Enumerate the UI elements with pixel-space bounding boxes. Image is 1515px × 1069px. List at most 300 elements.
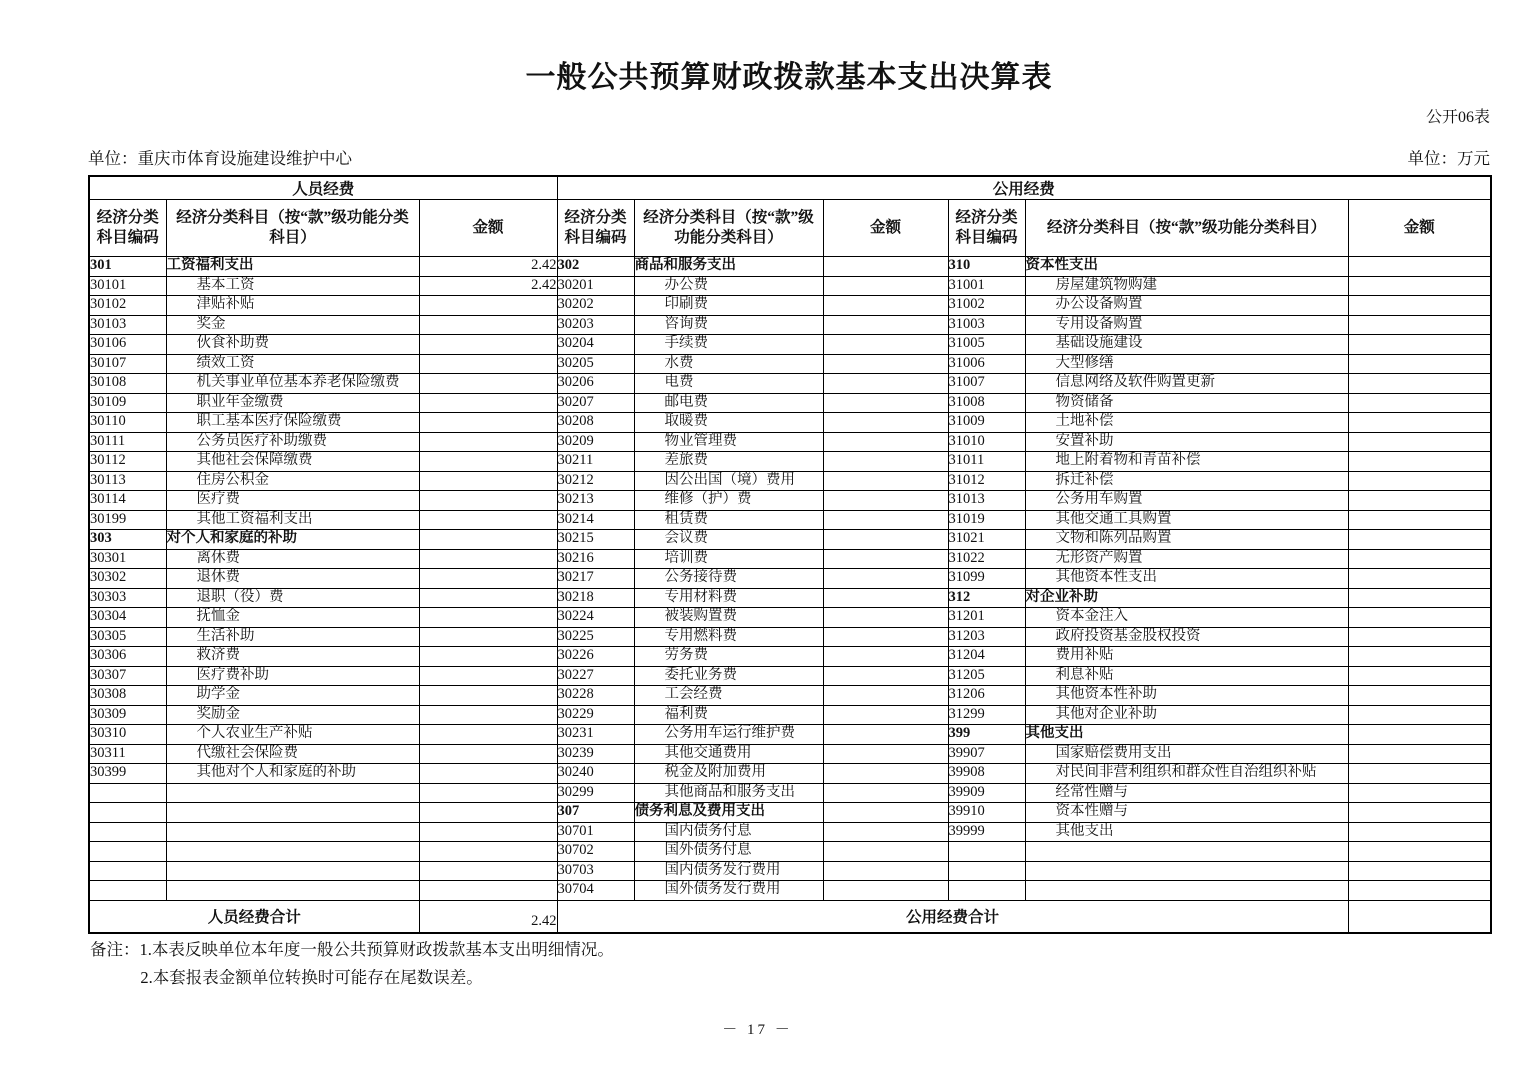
code-cell: 31201 <box>948 608 1025 628</box>
name-cell: 其他对企业补助 <box>1025 705 1348 725</box>
name-cell: 安置补助 <box>1025 432 1348 452</box>
amount-cell <box>823 257 948 277</box>
name-cell: 商品和服务支出 <box>634 257 823 277</box>
table-row <box>89 842 1491 862</box>
code-cell: 312 <box>948 588 1025 608</box>
code-cell: 31012 <box>948 471 1025 491</box>
name-cell: 因公出国（境）费用 <box>634 471 823 491</box>
name-cell: 其他交通费用 <box>634 744 823 764</box>
name-cell: 医疗费补助 <box>166 666 419 686</box>
code-cell: 30299 <box>557 783 634 803</box>
name-cell: 无形资产购置 <box>1025 549 1348 569</box>
table-row <box>89 393 1491 413</box>
amount-cell <box>823 335 948 355</box>
name-cell: 文物和陈列品购置 <box>1025 530 1348 550</box>
col-header-name-3: 经济分类科目（按“款”级功能分类科目） <box>1025 200 1348 257</box>
table-row <box>89 881 1491 901</box>
name-cell: 资本性赠与 <box>1025 803 1348 823</box>
amount-cell <box>1348 335 1491 355</box>
unit-name: 单位：重庆市体育设施建设维护中心 <box>88 149 352 168</box>
code-cell: 31022 <box>948 549 1025 569</box>
name-cell: 地上附着物和青苗补偿 <box>1025 452 1348 472</box>
name-cell: 绩效工资 <box>166 354 419 374</box>
name-cell: 其他支出 <box>1025 725 1348 745</box>
amount-cell <box>1348 354 1491 374</box>
amount-cell: 2.42 <box>419 276 557 296</box>
amount-cell <box>419 549 557 569</box>
public-total-amount <box>1348 900 1491 933</box>
name-cell: 租赁费 <box>634 510 823 530</box>
amount-cell <box>1348 452 1491 472</box>
name-cell: 培训费 <box>634 549 823 569</box>
table-row <box>89 471 1491 491</box>
amount-cell <box>419 491 557 511</box>
table-row <box>89 666 1491 686</box>
amount-cell <box>1348 588 1491 608</box>
code-cell: 31010 <box>948 432 1025 452</box>
code-cell: 30208 <box>557 413 634 433</box>
personnel-total-amount: 2.42 <box>419 900 557 933</box>
amount-cell <box>419 296 557 316</box>
name-cell <box>1025 881 1348 901</box>
code-cell: 30114 <box>89 491 166 511</box>
amount-cell <box>1348 842 1491 862</box>
amount-cell <box>1348 666 1491 686</box>
code-cell: 30309 <box>89 705 166 725</box>
code-cell: 30109 <box>89 393 166 413</box>
code-cell: 30240 <box>557 764 634 784</box>
table-body <box>89 257 1491 901</box>
code-cell: 30113 <box>89 471 166 491</box>
name-cell: 基础设施建设 <box>1025 335 1348 355</box>
code-cell: 30218 <box>557 588 634 608</box>
code-cell: 30311 <box>89 744 166 764</box>
amount-cell <box>1348 393 1491 413</box>
code-cell: 31206 <box>948 686 1025 706</box>
name-cell: 物业管理费 <box>634 432 823 452</box>
amount-cell <box>1348 783 1491 803</box>
public-total-label: 公用经费合计 <box>557 900 1348 933</box>
amount-cell <box>1348 296 1491 316</box>
code-cell: 31099 <box>948 569 1025 589</box>
table-row <box>89 803 1491 823</box>
name-cell: 邮电费 <box>634 393 823 413</box>
name-cell: 国外债务付息 <box>634 842 823 862</box>
code-cell: 30110 <box>89 413 166 433</box>
name-cell: 机关事业单位基本养老保险缴费 <box>166 374 419 394</box>
amount-cell <box>1348 881 1491 901</box>
amount-cell <box>419 647 557 667</box>
amount-cell <box>1348 432 1491 452</box>
code-cell: 31008 <box>948 393 1025 413</box>
table-row <box>89 374 1491 394</box>
group-header-public: 公用经费 <box>557 176 1491 200</box>
table-row <box>89 354 1491 374</box>
name-cell: 公务用车购置 <box>1025 491 1348 511</box>
code-cell: 30209 <box>557 432 634 452</box>
code-cell: 39910 <box>948 803 1025 823</box>
code-cell: 31009 <box>948 413 1025 433</box>
name-cell <box>166 803 419 823</box>
amount-cell <box>823 471 948 491</box>
table-row <box>89 822 1491 842</box>
code-cell: 303 <box>89 530 166 550</box>
meta-row <box>88 145 1490 169</box>
name-cell: 津贴补贴 <box>166 296 419 316</box>
code-cell: 30108 <box>89 374 166 394</box>
name-cell: 劳务费 <box>634 647 823 667</box>
name-cell: 国家赔偿费用支出 <box>1025 744 1348 764</box>
total-row <box>89 900 1491 933</box>
code-cell: 30211 <box>557 452 634 472</box>
table-row <box>89 315 1491 335</box>
code-cell: 30205 <box>557 354 634 374</box>
code-cell <box>89 803 166 823</box>
code-cell: 30226 <box>557 647 634 667</box>
code-cell: 301 <box>89 257 166 277</box>
code-cell: 31013 <box>948 491 1025 511</box>
code-cell: 31021 <box>948 530 1025 550</box>
amount-cell <box>823 861 948 881</box>
name-cell: 国内债务付息 <box>634 822 823 842</box>
amount-cell <box>823 530 948 550</box>
col-header-code-3: 经济分类科目编码 <box>948 200 1025 257</box>
amount-cell <box>419 471 557 491</box>
name-cell: 经常性赠与 <box>1025 783 1348 803</box>
amount-cell <box>419 569 557 589</box>
amount-cell <box>419 764 557 784</box>
code-cell: 30217 <box>557 569 634 589</box>
name-cell: 大型修缮 <box>1025 354 1348 374</box>
table-row <box>89 764 1491 784</box>
amount-cell <box>823 491 948 511</box>
code-cell: 30106 <box>89 335 166 355</box>
code-cell: 30215 <box>557 530 634 550</box>
note-line-2 <box>140 964 1490 992</box>
code-cell: 302 <box>557 257 634 277</box>
code-cell: 30704 <box>557 881 634 901</box>
name-cell: 差旅费 <box>634 452 823 472</box>
amount-cell <box>823 608 948 628</box>
table-row <box>89 647 1491 667</box>
amount-cell <box>419 413 557 433</box>
amount-cell <box>419 588 557 608</box>
code-cell: 30239 <box>557 744 634 764</box>
name-cell <box>166 783 419 803</box>
name-cell: 对民间非营利组织和群众性自治组织补贴 <box>1025 764 1348 784</box>
amount-cell <box>823 354 948 374</box>
amount-cell <box>1348 705 1491 725</box>
table-row <box>89 861 1491 881</box>
name-cell: 国外债务发行费用 <box>634 881 823 901</box>
code-cell: 30216 <box>557 549 634 569</box>
code-cell: 30213 <box>557 491 634 511</box>
name-cell: 其他社会保障缴费 <box>166 452 419 472</box>
amount-cell <box>1348 491 1491 511</box>
table-row <box>89 530 1491 550</box>
name-cell: 对企业补助 <box>1025 588 1348 608</box>
name-cell: 其他交通工具购置 <box>1025 510 1348 530</box>
name-cell: 住房公积金 <box>166 471 419 491</box>
col-header-amount-3: 金额 <box>1348 200 1491 257</box>
code-cell: 30302 <box>89 569 166 589</box>
code-cell: 31299 <box>948 705 1025 725</box>
col-header-name-2: 经济分类科目（按“款”级功能分类科目） <box>634 200 823 257</box>
code-cell: 31005 <box>948 335 1025 355</box>
name-cell: 其他商品和服务支出 <box>634 783 823 803</box>
name-cell: 政府投资基金股权投资 <box>1025 627 1348 647</box>
code-cell: 31011 <box>948 452 1025 472</box>
name-cell: 会议费 <box>634 530 823 550</box>
amount-cell <box>419 686 557 706</box>
amount-cell <box>823 413 948 433</box>
notes-block <box>90 936 1490 992</box>
code-cell: 30199 <box>89 510 166 530</box>
name-cell: 个人农业生产补贴 <box>166 725 419 745</box>
amount-cell <box>823 842 948 862</box>
name-cell: 被装购置费 <box>634 608 823 628</box>
amount-cell: 2.42 <box>419 257 557 277</box>
table-row <box>89 452 1491 472</box>
table-row <box>89 491 1491 511</box>
code-cell: 30214 <box>557 510 634 530</box>
amount-cell <box>1348 822 1491 842</box>
col-header-amount-1: 金额 <box>419 200 557 257</box>
table-row <box>89 705 1491 725</box>
name-cell: 救济费 <box>166 647 419 667</box>
col-header-amount-2: 金额 <box>823 200 948 257</box>
amount-cell <box>823 744 948 764</box>
code-cell: 30227 <box>557 666 634 686</box>
amount-cell <box>823 315 948 335</box>
name-cell: 其他资本性补助 <box>1025 686 1348 706</box>
code-cell: 30202 <box>557 296 634 316</box>
amount-cell <box>1348 686 1491 706</box>
name-cell: 拆迁补偿 <box>1025 471 1348 491</box>
amount-cell <box>419 705 557 725</box>
table-row <box>89 549 1491 569</box>
code-cell: 31001 <box>948 276 1025 296</box>
name-cell <box>166 881 419 901</box>
name-cell: 印刷费 <box>634 296 823 316</box>
name-cell: 办公设备购置 <box>1025 296 1348 316</box>
amount-cell <box>419 803 557 823</box>
amount-cell <box>823 803 948 823</box>
name-cell: 其他资本性支出 <box>1025 569 1348 589</box>
table-row <box>89 276 1491 296</box>
amount-cell <box>823 296 948 316</box>
table-row <box>89 569 1491 589</box>
code-cell: 31006 <box>948 354 1025 374</box>
amount-cell <box>1348 725 1491 745</box>
table-row <box>89 413 1491 433</box>
code-cell <box>89 783 166 803</box>
amount-cell <box>823 393 948 413</box>
code-cell: 30206 <box>557 374 634 394</box>
note-line-1 <box>90 936 1490 964</box>
amount-cell <box>419 510 557 530</box>
page-title: 一般公共预算财政拨款基本支出决算表 <box>525 61 1053 94</box>
name-cell: 咨询费 <box>634 315 823 335</box>
table-row <box>89 783 1491 803</box>
name-cell: 生活补助 <box>166 627 419 647</box>
name-cell <box>1025 842 1348 862</box>
amount-cell <box>823 881 948 901</box>
code-cell: 31007 <box>948 374 1025 394</box>
notes-label: 备注： <box>90 940 140 959</box>
table-row <box>89 510 1491 530</box>
code-cell: 30308 <box>89 686 166 706</box>
table-row <box>89 627 1491 647</box>
amount-cell <box>419 315 557 335</box>
name-cell <box>166 822 419 842</box>
name-cell: 离休费 <box>166 549 419 569</box>
code-cell: 30307 <box>89 666 166 686</box>
code-cell: 30203 <box>557 315 634 335</box>
amount-cell <box>1348 315 1491 335</box>
code-cell: 31002 <box>948 296 1025 316</box>
code-cell: 30201 <box>557 276 634 296</box>
code-cell: 30310 <box>89 725 166 745</box>
amount-cell <box>1348 647 1491 667</box>
code-cell <box>948 842 1025 862</box>
name-cell: 职业年金缴费 <box>166 393 419 413</box>
name-cell: 资本金注入 <box>1025 608 1348 628</box>
table-row <box>89 588 1491 608</box>
code-cell: 310 <box>948 257 1025 277</box>
table-row <box>89 725 1491 745</box>
code-cell: 30103 <box>89 315 166 335</box>
name-cell <box>166 842 419 862</box>
name-cell: 工资福利支出 <box>166 257 419 277</box>
code-cell: 30305 <box>89 627 166 647</box>
amount-cell <box>1348 627 1491 647</box>
amount-cell <box>823 705 948 725</box>
name-cell: 公务接待费 <box>634 569 823 589</box>
name-cell: 基本工资 <box>166 276 419 296</box>
amount-cell <box>823 627 948 647</box>
name-cell: 债务利息及费用支出 <box>634 803 823 823</box>
table-row <box>89 335 1491 355</box>
name-cell: 其他工资福利支出 <box>166 510 419 530</box>
name-cell: 利息补贴 <box>1025 666 1348 686</box>
col-header-name-1: 经济分类科目（按“款”级功能分类科目） <box>166 200 419 257</box>
amount-cell <box>823 822 948 842</box>
name-cell: 抚恤金 <box>166 608 419 628</box>
amount-cell <box>1348 803 1491 823</box>
code-cell: 30102 <box>89 296 166 316</box>
name-cell: 职工基本医疗保险缴费 <box>166 413 419 433</box>
amount-cell <box>823 452 948 472</box>
name-cell: 手续费 <box>634 335 823 355</box>
code-cell: 30212 <box>557 471 634 491</box>
name-cell: 退休费 <box>166 569 419 589</box>
name-cell: 专用设备购置 <box>1025 315 1348 335</box>
amount-cell <box>823 666 948 686</box>
amount-cell <box>823 764 948 784</box>
code-cell: 30225 <box>557 627 634 647</box>
name-cell: 水费 <box>634 354 823 374</box>
code-cell <box>948 881 1025 901</box>
name-cell: 福利费 <box>634 705 823 725</box>
amount-cell <box>823 510 948 530</box>
group-header-row <box>89 176 1491 200</box>
code-cell: 30702 <box>557 842 634 862</box>
table-row <box>89 296 1491 316</box>
amount-cell <box>419 744 557 764</box>
amount-cell <box>419 881 557 901</box>
name-cell: 维修（护）费 <box>634 491 823 511</box>
table-row <box>89 432 1491 452</box>
code-cell: 39907 <box>948 744 1025 764</box>
code-cell: 30107 <box>89 354 166 374</box>
name-cell: 房屋建筑物购建 <box>1025 276 1348 296</box>
name-cell: 伙食补助费 <box>166 335 419 355</box>
amount-cell <box>823 686 948 706</box>
name-cell: 医疗费 <box>166 491 419 511</box>
code-cell: 30111 <box>89 432 166 452</box>
amount-cell <box>823 783 948 803</box>
amount-cell <box>419 335 557 355</box>
name-cell: 退职（役）费 <box>166 588 419 608</box>
amount-cell <box>823 549 948 569</box>
amount-cell <box>419 627 557 647</box>
amount-cell <box>419 842 557 862</box>
name-cell: 物资储备 <box>1025 393 1348 413</box>
note-text-1: 1.本表反映单位本年度一般公共预算财政拨款基本支出明细情况。 <box>139 940 614 959</box>
code-cell: 31204 <box>948 647 1025 667</box>
code-cell: 30112 <box>89 452 166 472</box>
code-cell: 30101 <box>89 276 166 296</box>
amount-cell <box>1348 530 1491 550</box>
amount-cell <box>419 432 557 452</box>
code-cell <box>89 881 166 901</box>
amount-cell <box>1348 764 1491 784</box>
code-cell: 30204 <box>557 335 634 355</box>
amount-cell <box>419 608 557 628</box>
amount-cell <box>823 374 948 394</box>
code-cell: 307 <box>557 803 634 823</box>
personnel-total-label: 人员经费合计 <box>89 900 419 933</box>
code-cell: 30224 <box>557 608 634 628</box>
name-cell <box>1025 861 1348 881</box>
amount-cell <box>823 432 948 452</box>
table-row <box>89 686 1491 706</box>
code-cell: 39999 <box>948 822 1025 842</box>
amount-cell <box>1348 276 1491 296</box>
amount-cell <box>1348 608 1491 628</box>
code-cell: 31203 <box>948 627 1025 647</box>
amount-cell <box>1348 861 1491 881</box>
name-cell: 委托业务费 <box>634 666 823 686</box>
currency-unit: 单位：万元 <box>1407 149 1490 168</box>
budget-table <box>88 175 1492 934</box>
amount-cell <box>419 666 557 686</box>
table-row <box>89 744 1491 764</box>
code-cell: 31003 <box>948 315 1025 335</box>
name-cell: 专用燃料费 <box>634 627 823 647</box>
name-cell: 公务用车运行维护费 <box>634 725 823 745</box>
name-cell: 办公费 <box>634 276 823 296</box>
note-text-2: 2.本套报表金额单位转换时可能存在尾数误差。 <box>140 968 483 987</box>
code-cell: 30703 <box>557 861 634 881</box>
column-header-row <box>89 200 1491 257</box>
amount-cell <box>1348 510 1491 530</box>
code-cell: 30207 <box>557 393 634 413</box>
code-cell <box>89 822 166 842</box>
table-row <box>89 608 1491 628</box>
amount-cell <box>823 569 948 589</box>
